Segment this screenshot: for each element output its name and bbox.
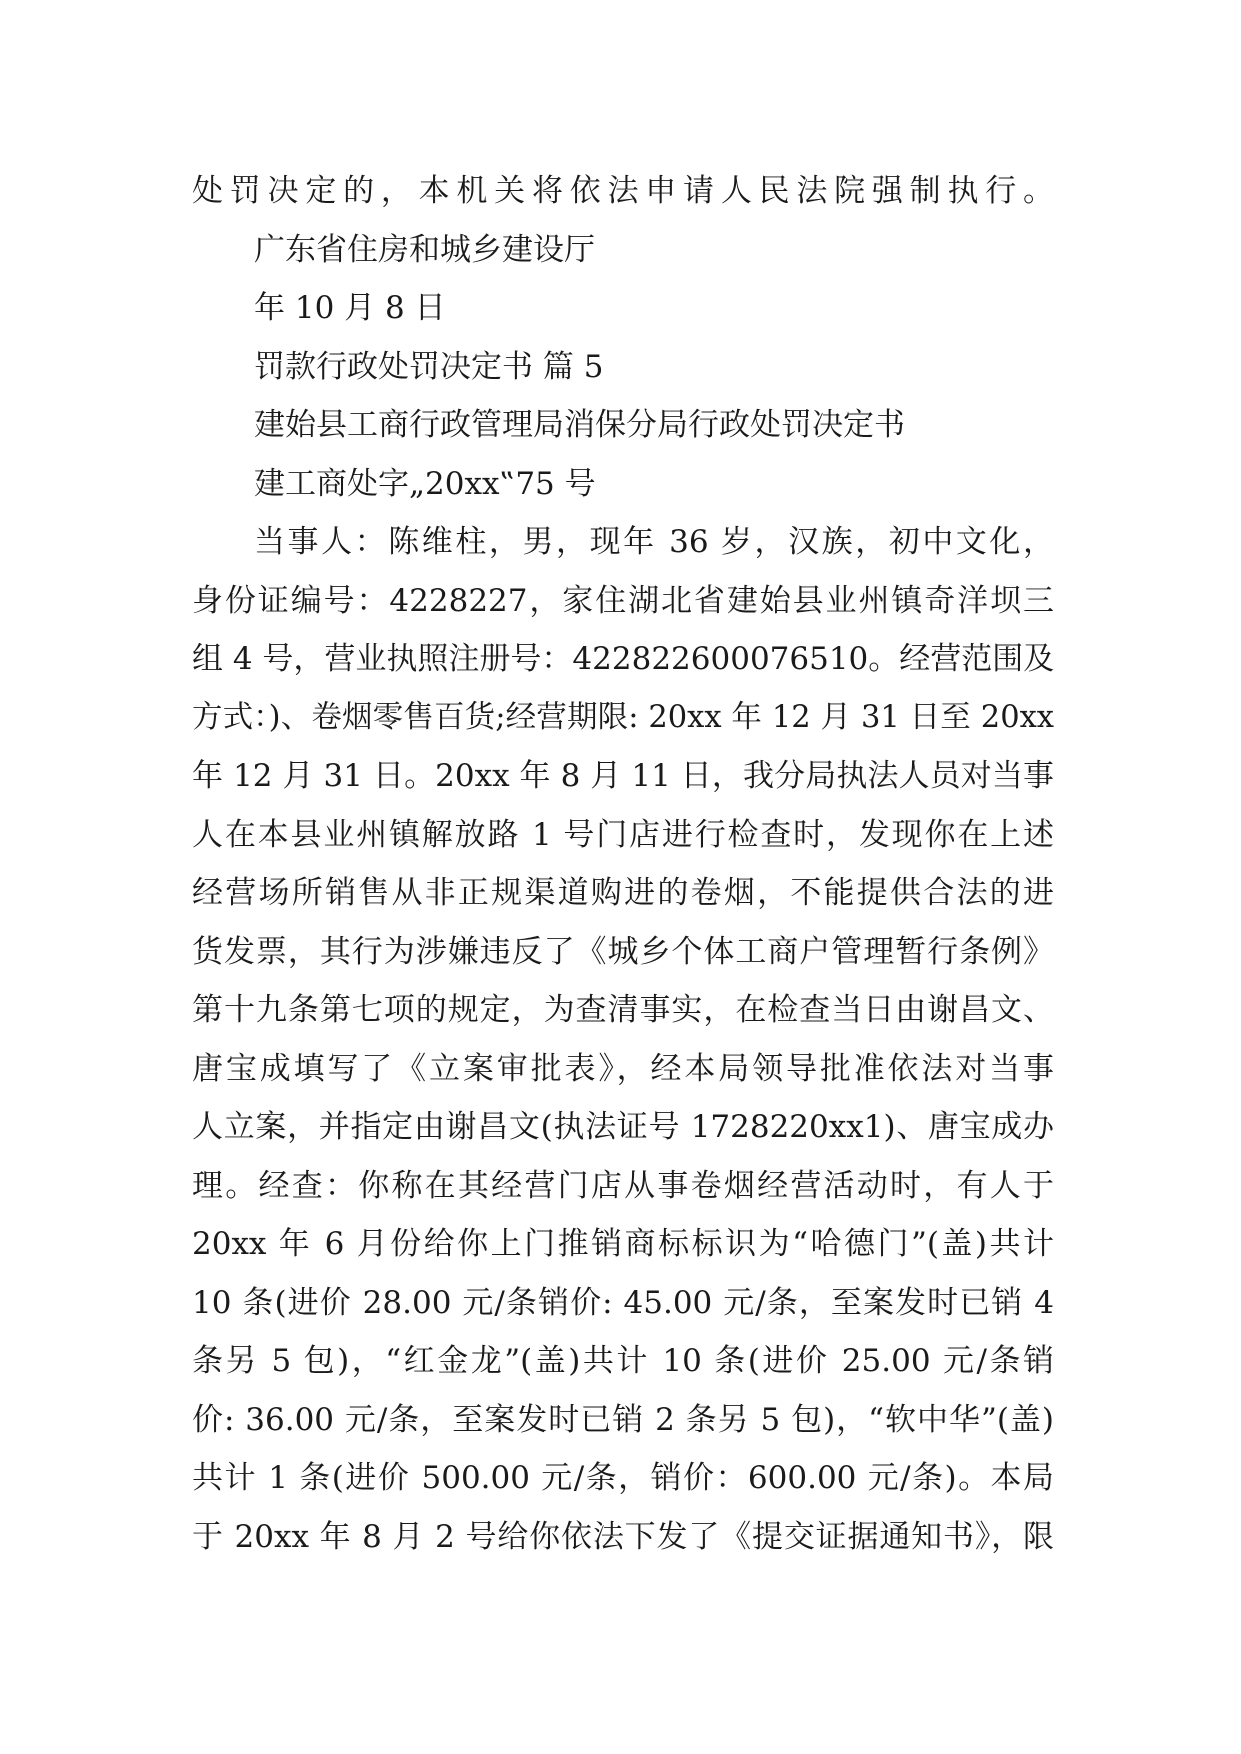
text-line: 20xx 年 6 月份给你上门推销商标标识为“哈德门”(盖)共计 bbox=[192, 1226, 1054, 1262]
text-line: 理。经查：你称在其经营门店从事卷烟经营活动时，有人于 bbox=[192, 1167, 1054, 1204]
text-line: 处罚决定的，本机关将依法申请人民法院强制执行。 bbox=[192, 173, 1054, 209]
text-line: 当事人：陈维柱，男，现年 36 岁，汉族，初中文化， bbox=[254, 524, 1054, 560]
text-line: 共计 1 条(进价 500.00 元/条，销价：600.00 元/条)。本局 bbox=[192, 1460, 1054, 1496]
date-line: 年 10 月 8 日 bbox=[254, 290, 446, 326]
text-line: 10 条(进价 28.00 元/条销价: 45.00 元/条，至案发时已销 4 bbox=[192, 1284, 1054, 1321]
text-line: 于 20xx 年 8 月 2 号给你依法下发了《提交证据通知书》，限 bbox=[192, 1518, 1054, 1555]
text-line: 条另 5 包)，“红金龙”(盖)共计 10 条(进价 25.00 元/条销 bbox=[192, 1343, 1054, 1379]
text-line: 年 12 月 31 日。20xx 年 8 月 11 日，我分局执法人员对当事 bbox=[192, 758, 1054, 794]
text-line: 人在本县业州镇解放路 1 号门店进行检查时，发现你在上述 bbox=[192, 816, 1054, 853]
decision-title: 建始县工商行政管理局消保分局行政处罚决定书 bbox=[254, 407, 905, 443]
text-line: 组 4 号，营业执照注册号：422822600076510。经营范围及 bbox=[192, 641, 1055, 677]
document-number: 建工商处字„20xx‟75 号 bbox=[254, 465, 596, 502]
text-line: 经营场所销售从非正规渠道购进的卷烟，不能提供合法的进 bbox=[192, 875, 1054, 911]
document-body bbox=[192, 162, 1054, 1566]
text-line: 唐宝成填写了《立案审批表》，经本局领导批准依法对当事 bbox=[192, 1050, 1054, 1087]
text-line: 方式：)、卷烟零售百货;经营期限: 20xx 年 12 月 31 日至 20xx bbox=[192, 699, 1054, 735]
issuer-line: 广东省住房和城乡建设厅 bbox=[254, 231, 595, 268]
section-heading: 罚款行政处罚决定书 篇 5 bbox=[254, 348, 604, 385]
text-line: 价: 36.00 元/条，至案发时已销 2 条另 5 包)，“软中华”(盖) bbox=[192, 1401, 1054, 1438]
text-line: 货发票，其行为涉嫌违反了《城乡个体工商户管理暂行条例》 bbox=[192, 933, 1054, 970]
text-line: 人立案，并指定由谢昌文(执法证号 1728220xx1)、唐宝成办 bbox=[192, 1109, 1054, 1145]
text-line: 身份证编号：4228227，家住湖北省建始县业州镇奇洋坝三 bbox=[192, 582, 1054, 619]
text-line: 第十九条第七项的规定，为查清事实，在检查当日由谢昌文、 bbox=[192, 992, 1054, 1028]
